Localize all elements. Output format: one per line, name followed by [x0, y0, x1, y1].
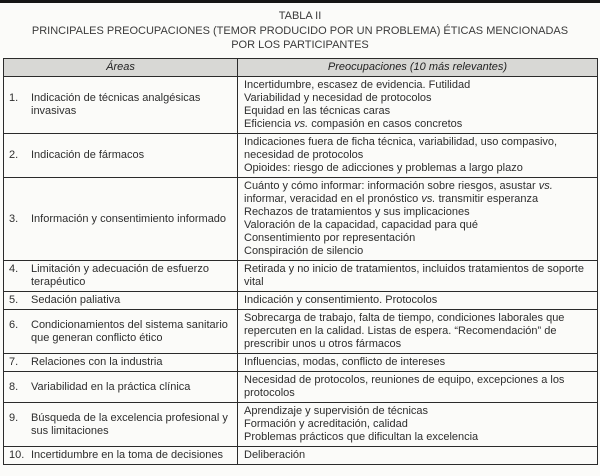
area-cell — [4, 261, 238, 292]
area-number: 1. — [9, 92, 19, 104]
area-number: 5. — [9, 294, 19, 306]
concern-line: Deliberación — [244, 449, 306, 461]
concern-line: Opioides: riesgo de adicciones y problemas a largo plazo — [244, 162, 523, 174]
table-row — [4, 372, 598, 403]
area-number: 3. — [9, 212, 19, 225]
concern-line: Indicación y consentimiento. Protocolos — [244, 294, 438, 306]
concerns-cell — [238, 403, 598, 447]
table-number: TABLA II — [278, 10, 322, 22]
area-cell — [4, 292, 238, 310]
concern-line: Aprendizaje y supervisión de técnicas — [244, 405, 429, 417]
concerns-cell — [238, 134, 598, 178]
concern-line: Valoración de la capacidad, capacidad para qué — [244, 219, 479, 231]
areas-column-header: Áreas — [4, 59, 238, 77]
concern-line: Cuánto y cómo informar: información sobre riesgos, asustar vs. informar, veracidad en el pronóstico vs. transmitir esperanza — [244, 180, 553, 205]
concerns-cell — [238, 354, 598, 372]
area-label: Información y consentimiento informado — [31, 212, 227, 225]
concern-line: Incertidumbre, escasez de evidencia. Futilidad — [244, 79, 471, 91]
area-number: 8. — [9, 380, 19, 393]
area-cell — [4, 403, 238, 447]
area-entry — [9, 263, 233, 289]
table-row — [4, 178, 598, 261]
area-label: Sedación paliativa — [31, 294, 121, 306]
area-label: Indicación de fármacos — [31, 149, 145, 161]
table-row — [4, 134, 598, 178]
table-row — [4, 261, 598, 292]
table-row — [4, 447, 598, 465]
area-label: Limitación y adecuación de esfuerzo terapéutico — [31, 263, 209, 288]
area-number: 7. — [9, 356, 19, 368]
concern-line: Equidad en las técnicas caras — [244, 105, 391, 117]
concern-line: Indicaciones fuera de ficha técnica, variabilidad, uso compasivo, necesidad de protocolos — [244, 136, 558, 161]
ethics-concerns-table — [3, 58, 598, 465]
table-title-line1: PRINCIPALES PREOCUPACIONES (TEMOR PRODUCIDO POR UN PROBLEMA) ÉTICAS MENCIONADAS — [31, 25, 569, 37]
area-cell — [4, 447, 238, 465]
area-cell — [4, 134, 238, 178]
concern-line: Formación y acreditación, calidad — [244, 418, 408, 430]
concern-line: Influencias, modas, conflicto de intereses — [244, 356, 446, 368]
area-entry — [9, 92, 233, 118]
area-cell — [4, 178, 238, 261]
area-number: 10. — [9, 449, 25, 461]
area-entry — [9, 381, 233, 394]
concern-line: Problemas prácticos que dificultan la excelencia — [244, 431, 479, 443]
concerns-cell — [238, 178, 598, 261]
area-cell — [4, 77, 238, 134]
table-title-line2: POR LOS PARTICIPANTES — [231, 39, 369, 51]
concerns-cell — [238, 261, 598, 292]
concern-line: Retirada y no inicio de tratamientos, incluidos tratamientos de soporte vital — [244, 263, 584, 288]
concerns-cell — [238, 372, 598, 403]
area-entry — [9, 356, 233, 369]
area-label: Condicionamientos del sistema sanitario que generan conflicto ético — [31, 318, 228, 344]
area-cell — [4, 372, 238, 403]
area-number: 4. — [9, 263, 19, 275]
area-cell — [4, 354, 238, 372]
area-entry — [9, 149, 233, 162]
concerns-cell — [238, 310, 598, 354]
table-row — [4, 292, 598, 310]
area-entry — [9, 294, 233, 307]
area-label: Relaciones con la industria — [31, 356, 163, 368]
area-label: Búsqueda de la excelencia profesional y sus limitaciones — [31, 411, 228, 437]
area-label: Indicación de técnicas analgésicas invasivas — [31, 92, 201, 117]
area-entry — [9, 449, 233, 462]
table-row — [4, 310, 598, 354]
concerns-cell — [238, 77, 598, 134]
area-number: 2. — [9, 149, 19, 161]
area-label: Variabilidad en la práctica clínica — [31, 380, 191, 393]
table-header-row — [4, 59, 598, 77]
concern-line: Variabilidad y necesidad de protocolos — [244, 92, 432, 104]
area-number: 6. — [9, 318, 19, 331]
concerns-cell — [238, 447, 598, 465]
concern-line: Necesidad de protocolos, reuniones de equipo, excepciones a los protocolos — [244, 374, 565, 399]
concern-line: Rechazos de tratamientos y sus implicaciones — [244, 206, 470, 218]
area-entry — [9, 412, 233, 438]
area-number: 9. — [9, 411, 19, 424]
area-entry — [9, 319, 233, 345]
area-cell — [4, 310, 238, 354]
concern-line: Eficiencia vs. compasión en casos concretos — [244, 118, 463, 130]
area-entry — [9, 213, 233, 226]
table-row — [4, 77, 598, 134]
table-row — [4, 354, 598, 372]
table-row — [4, 403, 598, 447]
concerns-column-header: Preocupaciones (10 más relevantes) — [238, 59, 598, 77]
concern-line: Consentimiento por representación — [244, 232, 416, 244]
concerns-cell — [238, 292, 598, 310]
table-body — [4, 77, 598, 465]
area-label: Incertidumbre en la toma de decisiones — [31, 449, 223, 461]
table-caption — [0, 3, 600, 55]
concern-line: Sobrecarga de trabajo, falta de tiempo, condiciones laborales que repercuten en la calidad. Listas de espera. “Recomendación” de prescribir unos u otros fármacos — [244, 312, 565, 350]
concern-line: Conspiración de silencio — [244, 245, 364, 257]
